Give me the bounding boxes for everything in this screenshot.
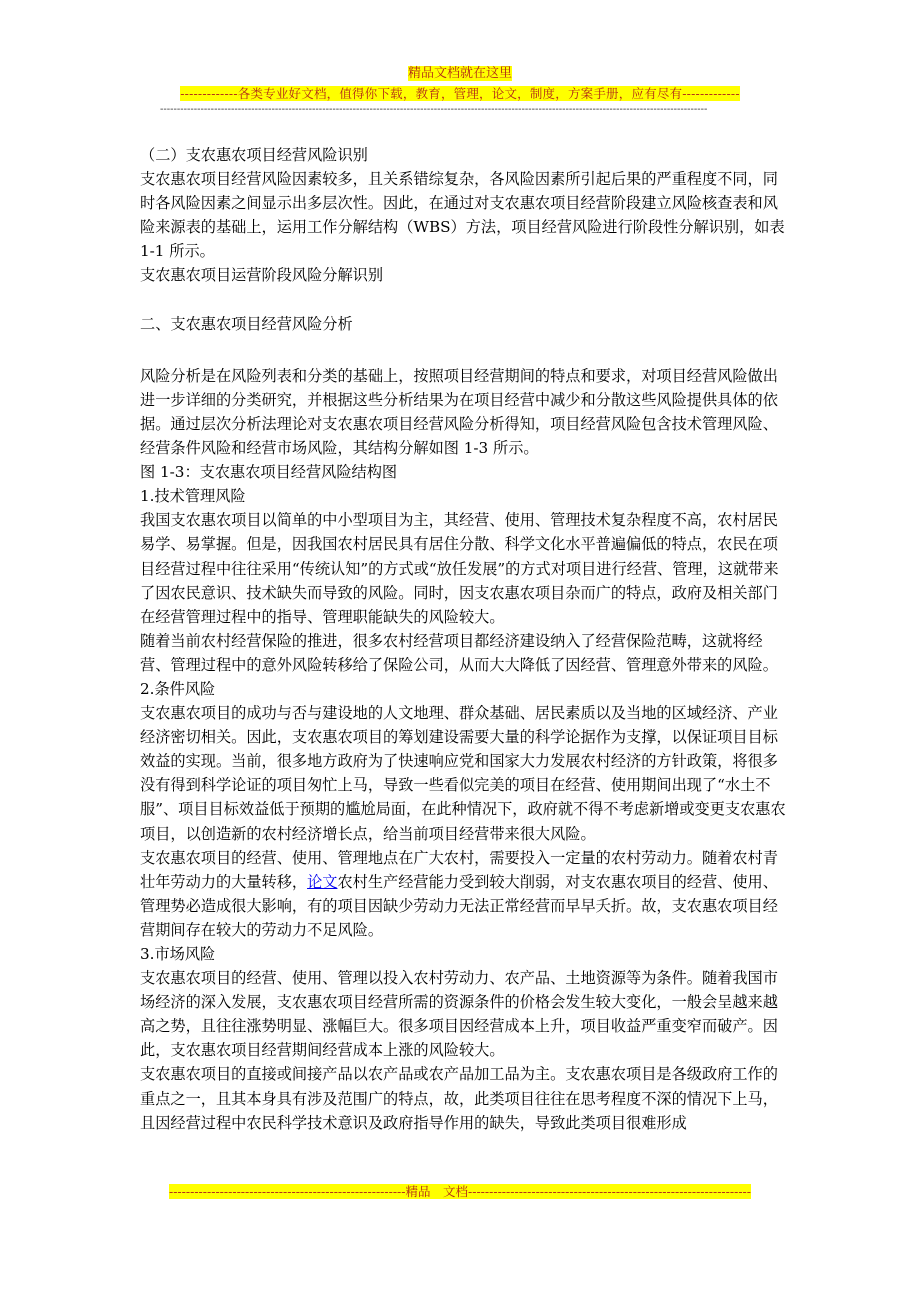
paragraph: 风险分析是在风险列表和分类的基础上，按照项目经营期间的特点和要求，对项目经营风险做出进一步详细的分类研究，并根据这些分析结果为在项目经营中减少和分散这些风险提供具体的依据。通过层次分析法理论对支农惠农项目经营风险分析得知，项目经营风险包含技术管理风险、经营条件风险和经营市场风险，其结构分解如图 1-3 所示。 — [140, 366, 778, 458]
paragraph: 支农惠农项目的直接或间接产品以农产品或农产品加工品为主。支农惠农项目是各级政府工作的重点之一，且其本身具有涉及范围广的特点，故，此类项目往往在思考程度不深的情况下上马，且因经营过程中农民科学技术意识及政府指导作用的缺失，导致此类项目很难形成 — [140, 1065, 778, 1132]
paragraph: 支农惠农项目的经营、使用、管理地点在广大农村，需要投入一定量的农村劳动力。随着农村青壮年劳动力的大量转移，论文农村生产经营能力受到较大削弱，对支农惠农项目的经营、使用、管理势必造成很大影响，有的项目因缺少劳动力无法正常经营而早早夭折。故，支农惠农项目经营期间存在较大的劳动力不足风险。 — [140, 848, 778, 939]
paper-link[interactable]: 论文 — [307, 872, 338, 891]
paragraph: 支农惠农项目的成功与否与建设地的人文地理、群众基础、居民素质以及当地的区域经济、产业经济密切相关。因此，支农惠农项目的筹划建设需要大量的科学论据作为支撑，以保证项目目标效益的实现。当前，很多地方政府为了快速响应党和国家大力发展农村经济的方针政策，将很多没有得到科学论证的项目匆忙上马，导致一些看似完美的项目在经营、使用期间出现了“水土不服”、项目目标效益低于预期的尴尬局面，在此种情况下，政府就不得不考虑新增或变更支农惠农项目，以创造新的农村经济增长点，给当前项目经营带来很大风险。 — [140, 704, 786, 843]
subsection-title: 1.技术管理风险 — [140, 487, 246, 506]
table-caption: 支农惠农项目运营阶段风险分解识别 — [140, 266, 383, 285]
document-body — [140, 143, 786, 1135]
header-rule: ------------------------------------------------------------------------------------------------------------------------------------------------------------------ — [160, 104, 708, 115]
subsection-title: 3.市场风险 — [140, 945, 216, 963]
footer: --------------------------------------------------------精品 文档------------------------------------------------------------------- — [168, 1184, 751, 1199]
figure-caption: 图 1-3：支农惠农项目经营风险结构图 — [140, 463, 398, 482]
paragraph: 随着当前农村经营保险的推进，很多农村经营项目都经济建设纳入了经营保险范畴，这就将经营、管理过程中的意外风险转移给了保险公司，从而大大降低了因经营、管理意外带来的风险。 — [140, 631, 778, 674]
paragraph: 支农惠农项目经营风险因素较多，且关系错综复杂，各风险因素所引起后果的严重程度不同，同时各风险因素之间显示出多层次性。因此，在通过对支农惠农项目经营阶段建立风险核查表和风险来源表的基础上，运用工作分解结构（WBS）方法，项目经营风险进行阶段性分解识别，如表 1-1 所示。 — [140, 170, 785, 261]
subsection-heading: （二）支农惠农项目经营风险识别 — [140, 146, 368, 164]
header-tagline: -------------各类专业好文档，值得你下载，教育，管理，论文，制度，方案手册，应有尽有------------- — [180, 86, 740, 101]
section-heading: 二、支农惠农项目经营风险分析 — [140, 314, 353, 333]
header-title: 精品文档就在这里 — [407, 66, 512, 81]
subsection-title: 2.条件风险 — [140, 679, 216, 698]
paragraph: 我国支农惠农项目以简单的中小型项目为主，其经营、使用、管理技术复杂程度不高，农村居民易学、易掌握。但是，因我国农村居民具有居住分散、科学文化水平普遍偏低的特点，农民在项目经营过程中往往采用“传统认知”的方式或“放任发展”的方式对项目进行经营、管理，这就带来了因农民意识、技术缺失而导致的风险。同时，因支农惠农项目杂而广的特点，政府及相关部门在经营管理过程中的指导、管理职能缺失的风险较大。 — [140, 511, 779, 626]
paragraph: 支农惠农项目的经营、使用、管理以投入农村劳动力、农产品、土地资源等为条件。随着我国市场经济的深入发展，支农惠农项目经营所需的资源条件的价格会发生较大变化，一般会呈越来越高之势，且往往涨势明显、涨幅巨大。很多项目因经营成本上升，项目收益严重变窄而破产。因此，支农惠农项目经营期间经营成本上涨的风险较大。 — [140, 969, 778, 1060]
